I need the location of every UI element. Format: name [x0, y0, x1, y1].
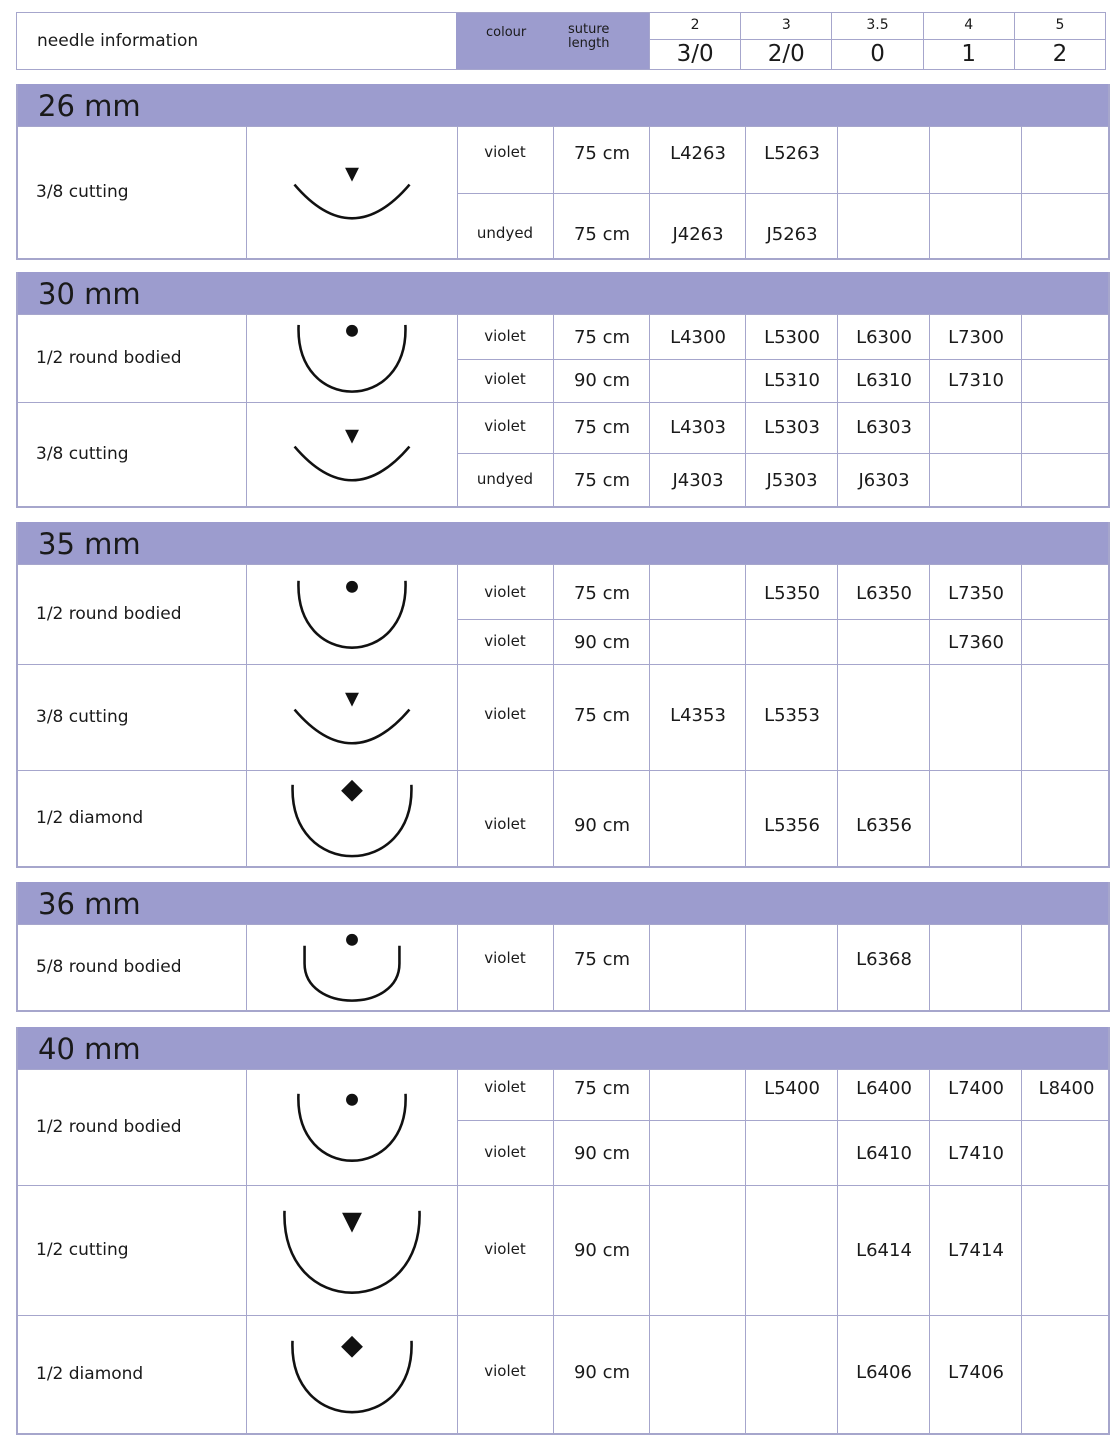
cell-text: L4263 [670, 143, 726, 164]
round-point-icon [346, 581, 358, 593]
product-code-cell [649, 1121, 746, 1187]
needle-diamond-icon [247, 1316, 457, 1433]
needle-group [18, 314, 1108, 402]
product-code-cell [649, 565, 746, 619]
product-code-cell [1021, 665, 1111, 771]
cell-text: J6303 [858, 470, 910, 491]
suture-rows [457, 565, 1108, 664]
table-row [457, 453, 1108, 508]
needle-cutting-icon [247, 403, 457, 506]
cell-text: L7406 [948, 1362, 1004, 1383]
needle-group [18, 770, 1108, 866]
table-row [457, 619, 1108, 666]
cell-text: violet [484, 1078, 526, 1096]
suture-rows [457, 315, 1108, 402]
product-code-cell [745, 454, 838, 508]
product-code-cell [837, 194, 930, 260]
needle-shape-cell [246, 403, 458, 506]
needle-diamond-icon [247, 771, 457, 866]
cell-text: 75 cm [573, 705, 631, 726]
cell-text: L6303 [856, 417, 912, 438]
length-cell [553, 620, 650, 666]
product-code-cell [649, 194, 746, 260]
table-row [457, 925, 1108, 1011]
cell-text: violet [484, 815, 526, 833]
cell-text: L6350 [856, 583, 912, 604]
cell-text: J5303 [766, 470, 818, 491]
suture-rows [457, 1186, 1108, 1315]
colour-cell [457, 771, 553, 867]
needle-shape-cell [246, 771, 458, 866]
product-code-cell [929, 665, 1022, 771]
product-code-cell [745, 194, 838, 260]
length-cell [553, 1316, 650, 1434]
cell-text: L5300 [764, 327, 820, 348]
table-row [457, 565, 1108, 619]
product-code-cell [837, 315, 930, 359]
size-header-2 [831, 13, 922, 69]
needle-type-label: 1/2 diamond [36, 1364, 144, 1384]
cell-text: L7300 [948, 327, 1004, 348]
suture-length-header [568, 23, 609, 51]
cell-text: L6368 [856, 949, 912, 970]
colour-cell [457, 127, 553, 193]
product-code-cell [1021, 565, 1111, 619]
length-cell [553, 665, 650, 771]
length-cell [553, 454, 650, 508]
section-title: 40 mm [18, 1027, 1108, 1069]
table-row [457, 127, 1108, 193]
needle-round58-icon [247, 925, 457, 1010]
cell-text: 75 cm [573, 583, 631, 604]
product-code-cell [929, 565, 1022, 619]
product-code-cell [1021, 925, 1111, 1011]
needle-curve [294, 185, 409, 219]
product-code-cell [837, 665, 930, 771]
needle-shape-cell [246, 925, 458, 1010]
cell-text: violet [484, 327, 526, 345]
cell-text: L5263 [764, 143, 820, 164]
product-code-cell [1021, 771, 1111, 867]
product-code-cell [649, 771, 746, 867]
table-row [457, 665, 1108, 771]
cell-text: L6406 [856, 1362, 912, 1383]
product-code-cell [1021, 127, 1111, 193]
colour-cell [457, 925, 553, 1011]
table-header [16, 12, 1106, 70]
product-code-cell [745, 565, 838, 619]
needle-group [18, 1069, 1108, 1185]
product-code-cell [745, 315, 838, 359]
colour-cell [457, 454, 553, 508]
table-row [457, 1070, 1108, 1120]
product-code-cell [837, 565, 930, 619]
cutting-point-icon [345, 168, 359, 182]
table-row [457, 359, 1108, 404]
section-title: 35 mm [18, 522, 1108, 564]
product-code-cell [929, 315, 1022, 359]
needle-cutting12-icon [247, 1186, 457, 1315]
cell-text: L7410 [948, 1143, 1004, 1164]
product-code-cell [837, 454, 930, 508]
cell-text: L6414 [856, 1240, 912, 1261]
cell-text: 75 cm [573, 949, 631, 970]
product-code-cell [1021, 454, 1111, 508]
size-header-1 [740, 13, 831, 69]
needle-round-icon [247, 1070, 457, 1185]
product-code-cell [745, 620, 838, 666]
cell-text: L5310 [764, 370, 820, 391]
header-colour-suture-cell [456, 13, 649, 69]
cell-text: violet [484, 143, 526, 161]
cell-text: L7414 [948, 1240, 1004, 1261]
cell-text: violet [484, 583, 526, 601]
product-code-cell [837, 403, 930, 453]
cell-text: 90 cm [573, 632, 631, 653]
size-header-0 [649, 13, 740, 69]
product-code-cell [837, 1070, 930, 1120]
cutting-point-icon [345, 430, 359, 444]
metric-size: 3.5 [832, 17, 922, 40]
metric-size: 3 [741, 17, 831, 40]
colour-cell [457, 315, 553, 359]
product-code-cell [929, 1121, 1022, 1187]
product-code-cell [649, 315, 746, 359]
suture-rows [457, 771, 1108, 866]
section-36mm [16, 882, 1110, 1012]
cell-text: violet [484, 949, 526, 967]
needle-shape-cell [246, 665, 458, 770]
cell-text: violet [484, 1362, 526, 1380]
table-row [457, 1120, 1108, 1187]
cell-text: L5356 [764, 815, 820, 836]
needle-group [18, 564, 1108, 664]
product-code-cell [745, 403, 838, 453]
product-code-cell [1021, 620, 1111, 666]
length-label: length [568, 36, 610, 51]
product-code-cell [837, 620, 930, 666]
product-code-cell [649, 360, 746, 404]
cell-text: violet [484, 705, 526, 723]
cell-text: J4303 [672, 470, 724, 491]
cell-text: 90 cm [573, 1362, 631, 1383]
needle-round-icon [247, 565, 457, 664]
cell-text: L7310 [948, 370, 1004, 391]
cell-text: violet [484, 417, 526, 435]
product-code-cell [929, 1070, 1022, 1120]
needle-shape-cell [246, 1186, 458, 1315]
product-code-cell [837, 127, 930, 193]
needle-group [18, 924, 1108, 1010]
suture-rows [457, 1316, 1108, 1433]
product-code-cell [929, 771, 1022, 867]
needle-type-label: 3/8 cutting [36, 444, 129, 464]
product-code-cell [649, 403, 746, 453]
product-code-cell [1021, 1316, 1111, 1434]
table-row [457, 1316, 1108, 1434]
metric-size: 5 [1015, 17, 1105, 40]
length-cell [553, 360, 650, 404]
product-code-cell [745, 665, 838, 771]
cell-text: 75 cm [573, 224, 631, 245]
needle-shape-cell [246, 315, 458, 402]
product-code-cell [649, 127, 746, 193]
needle-type-label: 3/8 cutting [36, 182, 129, 202]
needle-cutting-icon [247, 665, 457, 770]
length-cell [553, 1070, 650, 1120]
cell-text: violet [484, 1143, 526, 1161]
metric-size: 2 [650, 17, 740, 40]
cell-text: 75 cm [573, 143, 631, 164]
cell-text: L4303 [670, 417, 726, 438]
cutting-point-icon [342, 1213, 362, 1233]
cell-text: L7400 [948, 1078, 1004, 1099]
round-point-icon [346, 1094, 358, 1106]
product-code-cell [837, 1316, 930, 1434]
suture-rows [457, 925, 1108, 1010]
product-code-cell [649, 454, 746, 508]
suture-rows [457, 665, 1108, 770]
table-row [457, 315, 1108, 359]
product-code-cell [929, 454, 1022, 508]
cell-text: L6400 [856, 1078, 912, 1099]
cell-text: violet [484, 1240, 526, 1258]
cell-text: L5303 [764, 417, 820, 438]
suture-rows [457, 403, 1108, 506]
needle-group [18, 1185, 1108, 1315]
product-code-cell [649, 925, 746, 1011]
needle-curve [295, 447, 410, 481]
needle-group [18, 1315, 1108, 1433]
cell-text: L6410 [856, 1143, 912, 1164]
cell-text: L6300 [856, 327, 912, 348]
colour-cell [457, 620, 553, 666]
product-code-cell [929, 1186, 1022, 1316]
product-code-cell [1021, 194, 1111, 260]
product-code-cell [745, 1070, 838, 1120]
length-cell [553, 127, 650, 193]
cell-text: J4263 [672, 224, 724, 245]
round-point-icon [346, 325, 358, 337]
section-40mm [16, 1027, 1110, 1435]
product-code-cell [929, 925, 1022, 1011]
product-code-cell [649, 1070, 746, 1120]
product-code-cell [745, 771, 838, 867]
cell-text: L6356 [856, 815, 912, 836]
product-code-cell [837, 771, 930, 867]
usp-size: 3/0 [676, 41, 714, 67]
cell-text: 75 cm [573, 327, 631, 348]
product-code-cell [837, 1121, 930, 1187]
section-30mm [16, 272, 1110, 508]
needle-group [18, 664, 1108, 770]
table-row [457, 403, 1108, 453]
needle-shape-cell [246, 127, 458, 258]
colour-header: colour [486, 25, 527, 40]
cell-text: L4300 [670, 327, 726, 348]
usp-size: 0 [870, 41, 885, 67]
section-26mm [16, 84, 1110, 260]
diamond-point-icon [341, 780, 363, 802]
table-row [457, 771, 1108, 867]
product-code-cell [649, 665, 746, 771]
cell-text: L8400 [1038, 1078, 1095, 1099]
needle-type-label: 1/2 cutting [36, 1240, 129, 1260]
product-code-cell [837, 1186, 930, 1316]
size-header-4 [1014, 13, 1105, 69]
product-code-cell [929, 194, 1022, 260]
table-row [457, 1186, 1108, 1316]
product-code-cell [1021, 360, 1111, 404]
product-code-cell [1021, 1186, 1111, 1316]
needle-round-icon [247, 315, 457, 402]
colour-cell [457, 1070, 553, 1120]
colour-cell [457, 403, 553, 453]
cell-text: L4353 [670, 705, 726, 726]
product-code-cell [1021, 1070, 1111, 1120]
length-cell [553, 771, 650, 867]
usp-size: 2 [1052, 41, 1068, 67]
needle-cutting-icon [247, 127, 457, 258]
product-code-cell [745, 1316, 838, 1434]
cell-text: 90 cm [573, 370, 631, 391]
cutting-point-icon [345, 693, 359, 707]
table-row [457, 193, 1108, 260]
needle-shape-cell [246, 1070, 458, 1185]
length-cell [553, 403, 650, 453]
needle-group [18, 402, 1108, 506]
cell-text: violet [484, 370, 526, 388]
length-cell [553, 315, 650, 359]
colour-cell [457, 194, 553, 260]
needle-type-label: 1/2 round bodied [36, 348, 182, 368]
section-title: 36 mm [18, 882, 1108, 924]
colour-cell [457, 1316, 553, 1434]
needle-type-label: 1/2 diamond [36, 808, 144, 828]
cell-text: J5263 [766, 224, 818, 245]
cell-text: 75 cm [573, 417, 631, 438]
section-35mm [16, 522, 1110, 868]
metric-size: 4 [924, 17, 1014, 40]
product-code-cell [745, 127, 838, 193]
diamond-point-icon [341, 1336, 363, 1358]
product-code-cell [929, 127, 1022, 193]
product-code-cell [745, 1121, 838, 1187]
length-cell [553, 194, 650, 260]
needle-curve [295, 710, 410, 744]
colour-cell [457, 360, 553, 404]
colour-cell [457, 1121, 553, 1187]
product-code-cell [929, 403, 1022, 453]
cell-text: 75 cm [573, 470, 631, 491]
cell-text: L6310 [856, 370, 912, 391]
product-code-cell [649, 1186, 746, 1316]
cell-text: violet [484, 632, 526, 650]
suture-label: suture [568, 22, 610, 37]
product-code-cell [745, 925, 838, 1011]
section-title: 26 mm [18, 84, 1108, 126]
suture-rows [457, 1070, 1108, 1185]
product-code-cell [929, 1316, 1022, 1434]
length-cell [553, 1121, 650, 1187]
length-cell [553, 925, 650, 1011]
product-code-cell [649, 620, 746, 666]
length-cell [553, 565, 650, 619]
round-point-icon [346, 934, 358, 946]
size-header-cells [649, 13, 1105, 69]
needle-type-label: 1/2 round bodied [36, 1117, 182, 1137]
product-code-cell [929, 360, 1022, 404]
cell-text: undyed [476, 470, 534, 488]
cell-text: L5350 [764, 583, 820, 604]
product-code-cell [745, 1186, 838, 1316]
product-code-cell [1021, 1121, 1111, 1187]
needle-shape-cell [246, 1316, 458, 1433]
cell-text: 75 cm [573, 1078, 631, 1099]
cell-text: 90 cm [573, 1240, 631, 1261]
colour-cell [457, 665, 553, 771]
product-code-cell [837, 360, 930, 404]
product-code-cell [649, 1316, 746, 1434]
section-title: 30 mm [18, 272, 1108, 314]
product-code-cell [929, 620, 1022, 666]
colour-cell [457, 565, 553, 619]
needle-type-label: 5/8 round bodied [36, 957, 182, 977]
needle-shape-cell [246, 565, 458, 664]
usp-size: 1 [961, 41, 977, 67]
product-code-cell [1021, 315, 1111, 359]
cell-text: 90 cm [573, 815, 631, 836]
cell-text: undyed [476, 224, 534, 242]
usp-size: 2/0 [767, 41, 805, 67]
product-code-cell [1021, 403, 1111, 453]
product-code-cell [837, 925, 930, 1011]
product-code-cell [745, 360, 838, 404]
cell-text: L7360 [948, 632, 1004, 653]
needle-information-label: needle information [37, 31, 199, 51]
size-header-3 [923, 13, 1014, 69]
length-cell [553, 1186, 650, 1316]
cell-text: L5353 [764, 705, 820, 726]
cell-text: 90 cm [573, 1143, 631, 1164]
cell-text: L5400 [764, 1078, 820, 1099]
suture-rows [457, 127, 1108, 258]
needle-type-label: 1/2 round bodied [36, 604, 182, 624]
colour-cell [457, 1186, 553, 1316]
needle-curve [305, 946, 400, 1001]
needle-group [18, 126, 1108, 258]
needle-type-label: 3/8 cutting [36, 707, 129, 727]
cell-text: L7350 [948, 583, 1004, 604]
